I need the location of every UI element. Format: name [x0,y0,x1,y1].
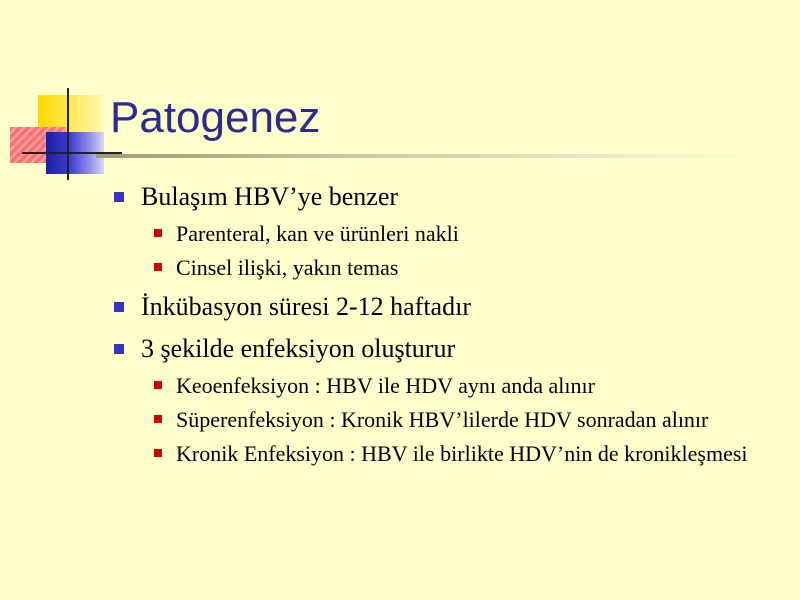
bullet-text: Bulaşım HBV’ye benzer [141,182,399,211]
sub-bullet-item [150,407,768,433]
small-square-bullet-icon [154,449,162,457]
small-square-bullet-icon [154,263,162,271]
stacked-squares-logo-icon [0,0,120,190]
sub-bullet-text: Keoenfeksiyon : HBV ile HDV aynı anda alınır [176,373,595,398]
small-square-bullet-icon [154,229,162,237]
bullet-item [108,181,768,213]
logo-vertical-line [67,88,69,180]
title-underline-divider [96,154,760,158]
sub-bullet-text: Cinsel ilişki, yakın temas [176,255,399,280]
slide-title: Patogenez [110,93,321,142]
sub-bullet-text: Süperenfeksiyon : Kronik HBV’lilerde HDV sonradan alınır [176,407,709,432]
sub-bullet-text: Kronik Enfeksiyon : HBV ile birlikte HDV’nin de kronikleşmesi [176,441,748,466]
bullet-item [108,333,768,365]
bullet-text: 3 şekilde enfeksiyon oluşturur [141,334,456,363]
square-bullet-icon [114,302,124,312]
sub-bullet-text: Parenteral, kan ve ürünleri nakli [176,221,459,246]
square-bullet-icon [114,344,124,354]
sub-bullet-item [150,373,768,399]
square-bullet-icon [114,192,124,202]
sub-bullet-item [150,441,768,467]
small-square-bullet-icon [154,381,162,389]
bullet-text: İnkübasyon süresi 2-12 haftadır [141,292,471,321]
bullet-list [108,178,768,467]
sub-bullet-item [150,255,768,281]
sub-bullet-item [150,221,768,247]
bullet-item [108,291,768,323]
small-square-bullet-icon [154,415,162,423]
